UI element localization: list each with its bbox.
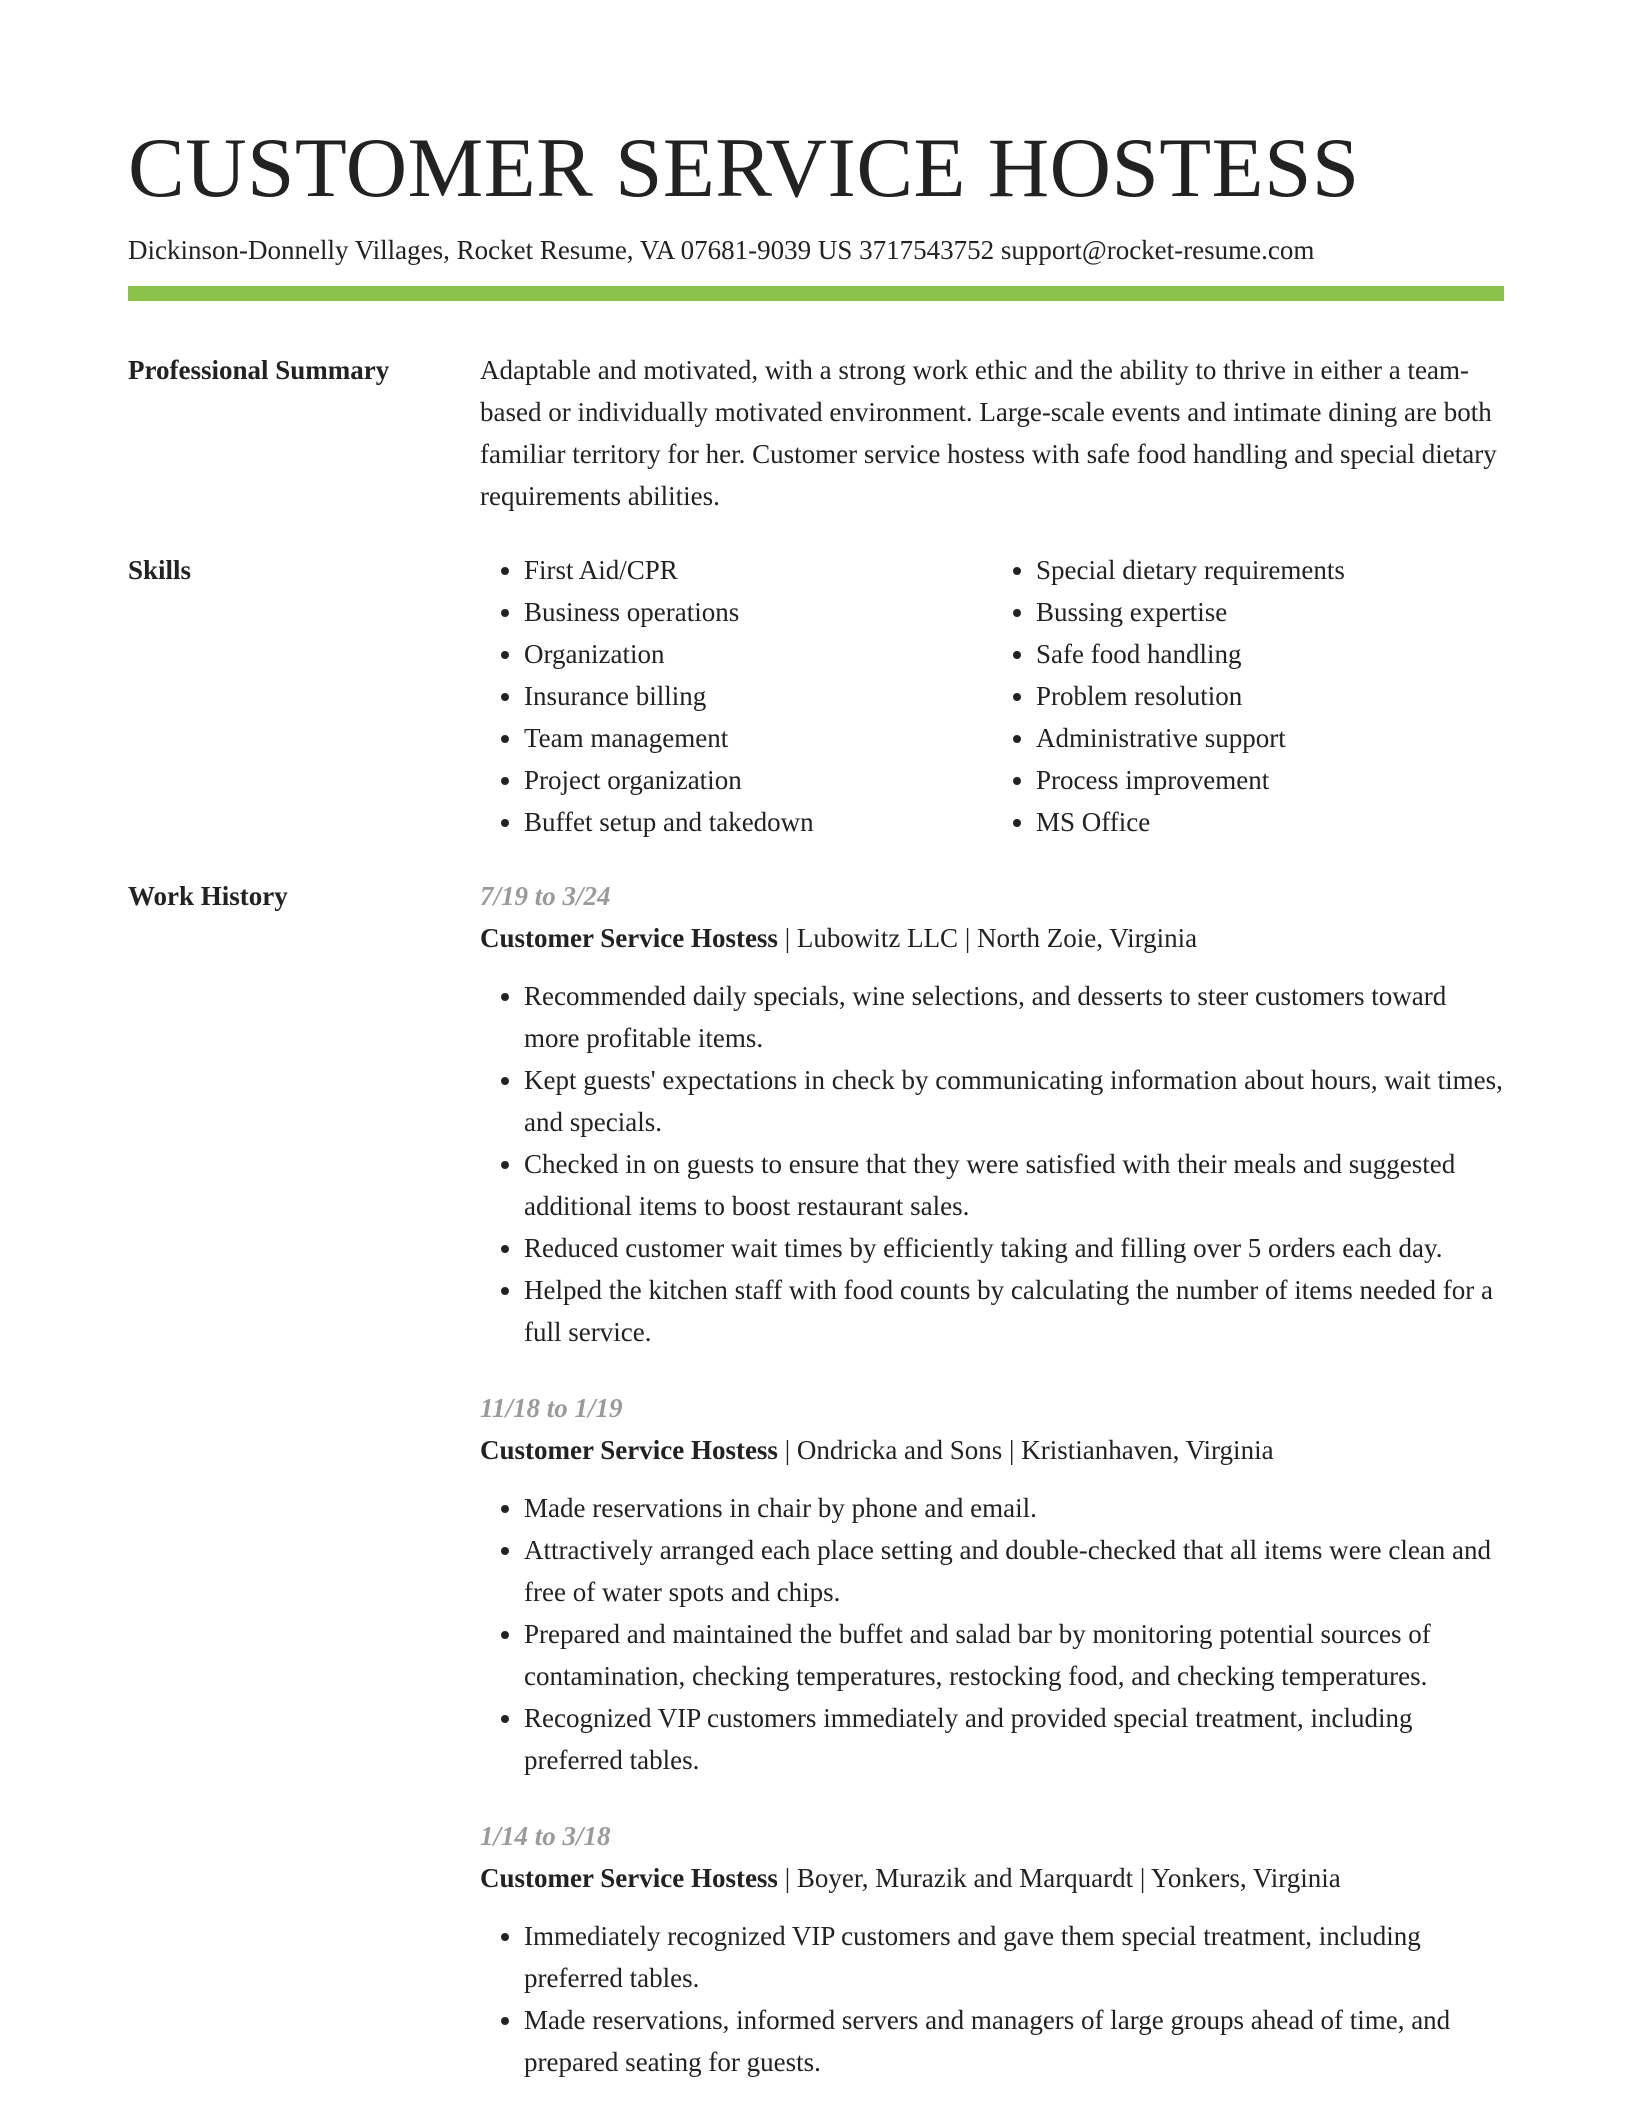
job-title: Customer Service Hostess [480, 1863, 778, 1893]
job-dates: 1/14 to 3/18 [480, 1821, 611, 1851]
job-dates: 7/19 to 3/24 [480, 881, 611, 911]
skills-list-right [992, 549, 1504, 843]
skills-heading: Skills [128, 555, 192, 585]
job-bullet: • Reduced customer wait times by efficiently taking and filling over 5 orders each day. [524, 1227, 1504, 1269]
job-bullet: • Recommended daily specials, wine selections, and desserts to steer customers toward more profitable items. [524, 975, 1504, 1059]
skill-item: • Bussing expertise [1036, 591, 1504, 633]
job-employer-location: | Boyer, Murazik and Marquardt | Yonkers, Virginia [777, 1863, 1341, 1893]
skill-item: • MS Office [1036, 801, 1504, 843]
summary-text: Adaptable and motivated, with a strong work ethic and the ability to thrive in either a team-based or individually motivated environment. Large-scale events and intimate dining are both familiar territory for her. Customer service hostess with safe food handling and special dietary requirements abilities. [480, 355, 1497, 511]
job-employer-location: | Lubowitz LLC | North Zoie, Virginia [777, 923, 1198, 953]
job-bullet: • Kept guests' expectations in check by communicating information about hours, wait times, and specials. [524, 1059, 1504, 1143]
job-dates: 11/18 to 1/19 [480, 1393, 623, 1423]
summary-heading: Professional Summary [128, 355, 390, 385]
job-entry [480, 875, 1504, 1353]
skill-item: • Safe food handling [1036, 633, 1504, 675]
job-bullets [480, 1487, 1504, 1781]
work-history-heading: Work History [128, 881, 288, 911]
skill-item: • Administrative support [1036, 717, 1504, 759]
job-bullets [480, 975, 1504, 1353]
skill-item: • Buffet setup and takedown [524, 801, 992, 843]
job-title-line [480, 1857, 1504, 1899]
header-divider [128, 286, 1504, 301]
skill-item: • Problem resolution [1036, 675, 1504, 717]
job-entry [480, 1387, 1504, 1781]
work-history-body [480, 875, 1504, 2117]
skill-item: • Organization [524, 633, 992, 675]
job-entry [480, 1815, 1504, 2083]
job-title-line [480, 1429, 1504, 1471]
skills-body [480, 549, 1504, 843]
job-bullet: • Recognized VIP customers immediately and provided special treatment, including preferred tables. [524, 1697, 1504, 1781]
skill-item: • Project organization [524, 759, 992, 801]
job-bullet: • Made reservations, informed servers and managers of large groups ahead of time, and prepared seating for guests. [524, 1999, 1504, 2083]
skill-item: • Business operations [524, 591, 992, 633]
skill-item: • Team management [524, 717, 992, 759]
contact-line: Dickinson-Donnelly Villages, Rocket Resume, VA 07681-9039 US 3717543752 support@rocket-resume.com [128, 235, 1315, 265]
job-bullet: • Made reservations in chair by phone and email. [524, 1487, 1504, 1529]
job-bullet: • Helped the kitchen staff with food counts by calculating the number of items needed for a full service. [524, 1269, 1504, 1353]
skill-item: • Process improvement [1036, 759, 1504, 801]
job-bullet: • Checked in on guests to ensure that they were satisfied with their meals and suggested additional items to boost restaurant sales. [524, 1143, 1504, 1227]
job-employer-location: | Ondricka and Sons | Kristianhaven, Virginia [777, 1435, 1274, 1465]
job-title: Customer Service Hostess [480, 1435, 778, 1465]
skill-item: • Special dietary requirements [1036, 549, 1504, 591]
job-title-line [480, 917, 1504, 959]
skill-item: • Insurance billing [524, 675, 992, 717]
job-bullets [480, 1915, 1504, 2083]
summary-body [480, 349, 1504, 517]
job-bullet: • Attractively arranged each place setting and double-checked that all items were clean and free of water spots and chips. [524, 1529, 1504, 1613]
job-bullet: • Prepared and maintained the buffet and salad bar by monitoring potential sources of contamination, checking temperatures, restocking food, and checking temperatures. [524, 1613, 1504, 1697]
job-title: Customer Service Hostess [480, 923, 778, 953]
job-bullet: • Immediately recognized VIP customers and gave them special treatment, including preferred tables. [524, 1915, 1504, 1999]
resume-title: CUSTOMER SERVICE HOSTESS [128, 121, 1360, 215]
skill-item: • First Aid/CPR [524, 549, 992, 591]
skills-list-left [480, 549, 992, 843]
